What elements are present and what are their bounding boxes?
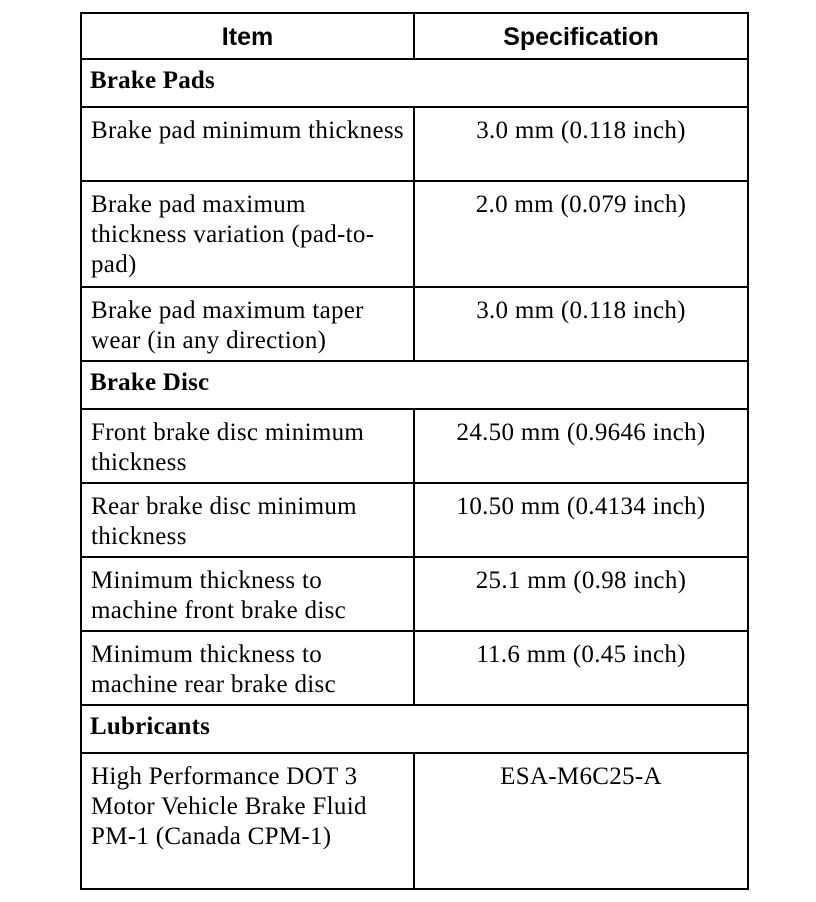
item-cell: Front brake disc minimum thickness [81,409,414,483]
section-row-brake-pads [81,59,748,107]
spec-cell: 3.0 mm (0.118 inch) [414,107,748,181]
item-cell: Brake pad minimum thickness [81,107,414,181]
item-cell: Rear brake disc minimum thickness [81,483,414,557]
item-cell: High Performance DOT 3 Motor Vehicle Brake Fluid PM-1 (Canada CPM-1) [81,753,414,889]
table-row [81,557,748,631]
table-row [81,753,748,889]
table-row [81,287,748,361]
item-cell: Minimum thickness to machine rear brake disc [81,631,414,705]
specification-table [80,12,749,890]
spec-cell: 2.0 mm (0.079 inch) [414,181,748,287]
table-row [81,409,748,483]
item-cell: Brake pad maximum taper wear (in any direction) [81,287,414,361]
spec-cell: ESA-M6C25-A [414,753,748,889]
column-header-item: Item [81,13,414,59]
section-row-brake-disc [81,361,748,409]
item-cell: Brake pad maximum thickness variation (pad-to-pad) [81,181,414,287]
item-cell: Minimum thickness to machine front brake disc [81,557,414,631]
spec-cell: 10.50 mm (0.4134 inch) [414,483,748,557]
column-header-specification: Specification [414,13,748,59]
spec-cell: 25.1 mm (0.98 inch) [414,557,748,631]
header-row [81,13,748,59]
spec-cell: 11.6 mm (0.45 inch) [414,631,748,705]
section-row-lubricants [81,705,748,753]
table-row [81,107,748,181]
section-title: Brake Pads [81,59,748,107]
section-title: Lubricants [81,705,748,753]
table-row [81,483,748,557]
table-row [81,631,748,705]
section-title: Brake Disc [81,361,748,409]
table-row [81,181,748,287]
spec-cell: 24.50 mm (0.9646 inch) [414,409,748,483]
spec-cell: 3.0 mm (0.118 inch) [414,287,748,361]
